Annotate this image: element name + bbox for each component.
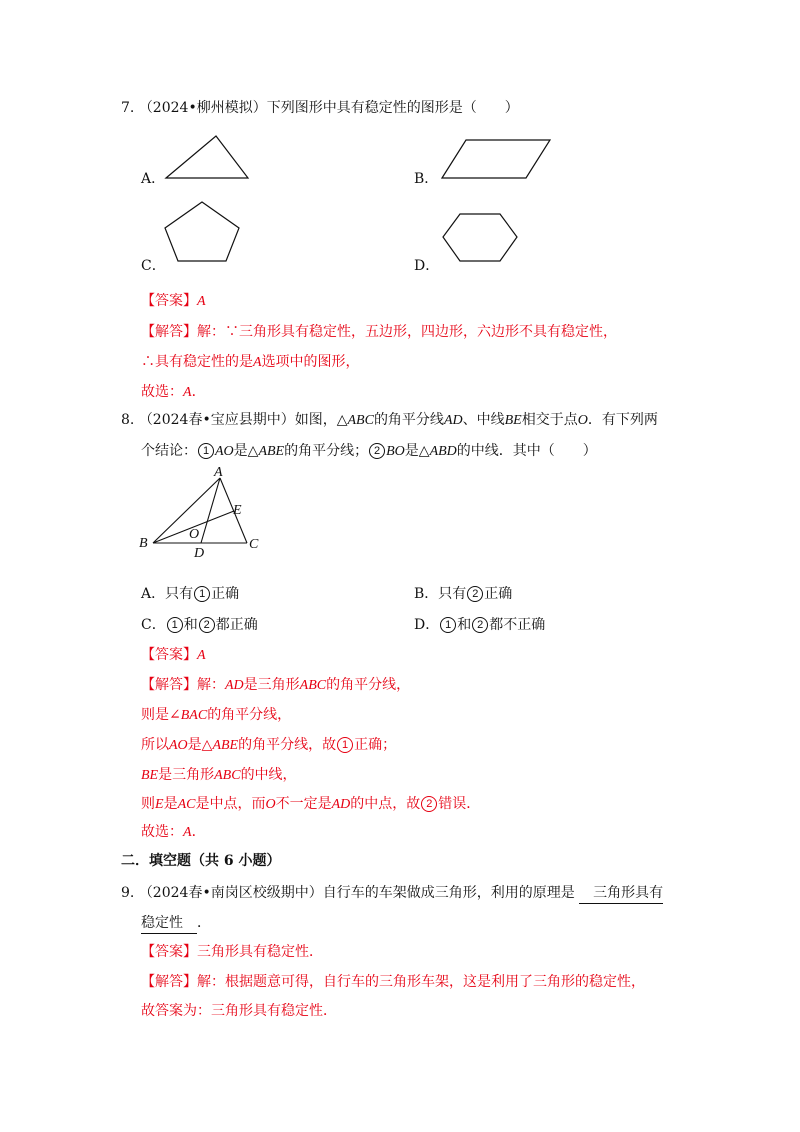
q7-option-c-label: C． — [141, 258, 166, 274]
q8-source: （2024春•宝应县期中） — [138, 412, 295, 428]
q9-number: 9. — [121, 885, 135, 901]
q7-pentagon-figure — [160, 198, 244, 266]
math-var: ABC — [347, 413, 374, 428]
math-var: AC — [177, 797, 196, 812]
q7-triangle-figure — [160, 130, 255, 182]
option-text: B．只有 — [414, 586, 467, 602]
q7-parallelogram-figure — [436, 134, 556, 182]
solution-label: 【解答】 — [141, 324, 197, 340]
q8-option-c — [141, 615, 258, 635]
solution-label: 【解答】 — [141, 677, 197, 693]
option-text: 正确 — [484, 586, 513, 602]
point-c-label: C — [249, 537, 259, 552]
solution-text: 是 — [163, 796, 178, 812]
answer-value: A — [197, 294, 206, 309]
q8-solution-line-4 — [141, 765, 297, 786]
solution-text: 解：根据题意可得，自行车的三角形车架，这是利用了三角形的稳定性， — [197, 974, 645, 990]
option-text: 和 — [183, 617, 198, 633]
point-a-label: A — [214, 465, 223, 480]
stem-text: 是△ — [233, 443, 259, 459]
math-var: AD — [443, 413, 463, 428]
stem-text: 的角平分线； — [284, 443, 369, 459]
q9-answer-blank-part1: 三角形具有 — [579, 883, 663, 904]
math-var: O — [577, 413, 588, 428]
solution-label: 【解答】 — [141, 974, 197, 990]
stem-text: 相交于点 — [521, 412, 578, 428]
point-b-label: B — [139, 536, 148, 551]
solution-text: 的角平分线， — [326, 677, 411, 693]
answer-label: 【答案】 — [141, 293, 197, 309]
q9-answer — [141, 942, 323, 962]
math-var: A — [253, 355, 262, 370]
circled-number: 1 — [198, 443, 214, 459]
option-text: 和 — [457, 617, 472, 633]
q8-number: 8. — [121, 412, 135, 428]
math-var: BE — [504, 413, 522, 428]
math-var: AO — [215, 444, 234, 459]
conclusion-text: ． — [191, 384, 206, 400]
solution-text: 正确； — [354, 737, 397, 753]
stem-text: 的中线．其中（ ） — [456, 443, 597, 459]
q7-solution-line-1 — [141, 322, 617, 342]
q8-option-a — [141, 584, 239, 604]
q7-option-d-label: D． — [414, 258, 440, 274]
q7-stem-line — [121, 98, 519, 118]
q8-triangle-diagram — [135, 466, 265, 561]
stem-text: 是△ — [404, 443, 430, 459]
solution-text: 解： — [197, 677, 225, 693]
circled-number: 2 — [472, 617, 488, 633]
q8-solution-line-1 — [141, 675, 410, 696]
solution-text: 解：∵三角形具有稳定性，五边形，四边形，六边形不具有稳定性， — [197, 324, 617, 340]
circled-number: 2 — [467, 586, 483, 602]
solution-text: 的中线， — [240, 767, 297, 783]
option-text: C． — [141, 617, 166, 633]
q9-answer-blank-part2: 稳定性 — [141, 913, 197, 934]
solution-text: 则是∠ — [141, 707, 181, 723]
math-var: ABC — [214, 768, 241, 783]
solution-text: 的角平分线，故 — [238, 737, 337, 753]
math-var: BAC — [180, 708, 208, 723]
solution-text: 是△ — [187, 737, 213, 753]
point-o-label: O — [189, 527, 200, 542]
conclusion-text: 故选： — [141, 824, 183, 840]
q8-option-b — [414, 584, 512, 604]
circled-number: 1 — [337, 737, 353, 753]
stem-text: 、中线 — [462, 412, 505, 428]
stem-text: ．有下列两 — [587, 412, 658, 428]
math-var: AO — [169, 738, 188, 753]
circled-number: 2 — [199, 617, 215, 633]
solution-text: 是三角形 — [243, 677, 300, 693]
solution-text: 是三角形 — [158, 767, 215, 783]
q9-solution-line-1 — [141, 972, 645, 992]
circled-number: 1 — [194, 586, 210, 602]
stem-text: 自行车的车架做成三角形，利用的原理是 — [322, 885, 575, 901]
point-d-label: D — [194, 546, 205, 561]
q8-solution-line-5 — [141, 794, 480, 815]
option-text: D． — [414, 617, 440, 633]
q7-option-b-label: B． — [414, 171, 439, 187]
q8-stem-line-1 — [121, 410, 658, 431]
q9-stem-line-1 — [121, 883, 663, 904]
q8-answer — [141, 645, 206, 666]
section-title: 二．填空题（共 6 小题） — [121, 853, 281, 869]
solution-text: 所以 — [141, 737, 169, 753]
q7-number: 7. — [121, 100, 135, 116]
q7-hexagon-figure — [438, 210, 520, 266]
conclusion-text: 故选： — [141, 384, 183, 400]
stem-text: 个结论： — [141, 443, 197, 459]
q8-solution-line-2 — [141, 705, 291, 726]
math-var: AD — [225, 678, 244, 693]
math-var: O — [265, 797, 276, 812]
solution-text: ∴具有稳定性的是 — [141, 354, 253, 370]
option-text: A．只有 — [141, 586, 194, 602]
conclusion-text: ． — [191, 824, 206, 840]
stem-text: 如图，△ — [294, 412, 348, 428]
q8-stem-line-2 — [141, 441, 597, 462]
q8-option-d — [414, 615, 545, 635]
answer-label: 【答案】 — [141, 647, 197, 663]
point-e-label: E — [233, 503, 242, 518]
q9-stem-line-2 — [141, 913, 211, 934]
q9-source: （2024春•南岗区校级期中） — [138, 885, 323, 901]
math-var: BE — [141, 768, 159, 783]
answer-value: 三角形具有稳定性． — [197, 944, 323, 960]
solution-text: 错误． — [438, 796, 481, 812]
math-var: ABE — [212, 738, 239, 753]
math-var: BO — [386, 444, 405, 459]
option-text: 正确 — [211, 586, 240, 602]
option-text: 都正确 — [215, 617, 258, 633]
q7-source: （2024•柳州模拟） — [138, 100, 267, 116]
q8-solution-line-3 — [141, 735, 396, 756]
stem-text: 的角平分线 — [373, 412, 444, 428]
option-text: 都不正确 — [489, 617, 546, 633]
q7-solution-line-2 — [141, 352, 360, 373]
stem-text: ． — [197, 915, 211, 931]
answer-value: A — [197, 648, 206, 663]
math-var: ABC — [299, 678, 327, 693]
math-var: ABD — [429, 444, 457, 459]
math-var: A — [183, 825, 192, 840]
solution-text: 则 — [141, 796, 155, 812]
math-var: ABE — [258, 444, 285, 459]
q9-conclusion: 故答案为：三角形具有稳定性． — [141, 1003, 337, 1019]
q7-stem: 下列图形中具有稳定性的图形是（ ） — [266, 100, 519, 116]
solution-text: 是中点，而 — [195, 796, 266, 812]
math-var: AD — [331, 797, 351, 812]
q7-answer — [141, 291, 206, 312]
q7-option-a-label: A． — [141, 171, 166, 187]
solution-text: 选项中的图形， — [261, 354, 360, 370]
answer-label: 【答案】 — [141, 944, 197, 960]
circled-number: 1 — [440, 617, 456, 633]
math-var: E — [155, 797, 164, 812]
math-var: A — [183, 385, 192, 400]
circled-number: 2 — [421, 796, 437, 812]
solution-text: 的角平分线， — [207, 707, 292, 723]
circled-number: 2 — [369, 443, 385, 459]
circled-number: 1 — [167, 617, 183, 633]
solution-text: 不一定是 — [275, 796, 332, 812]
q8-conclusion — [141, 822, 206, 843]
q7-conclusion — [141, 382, 206, 403]
solution-text: 的中点，故 — [350, 796, 421, 812]
